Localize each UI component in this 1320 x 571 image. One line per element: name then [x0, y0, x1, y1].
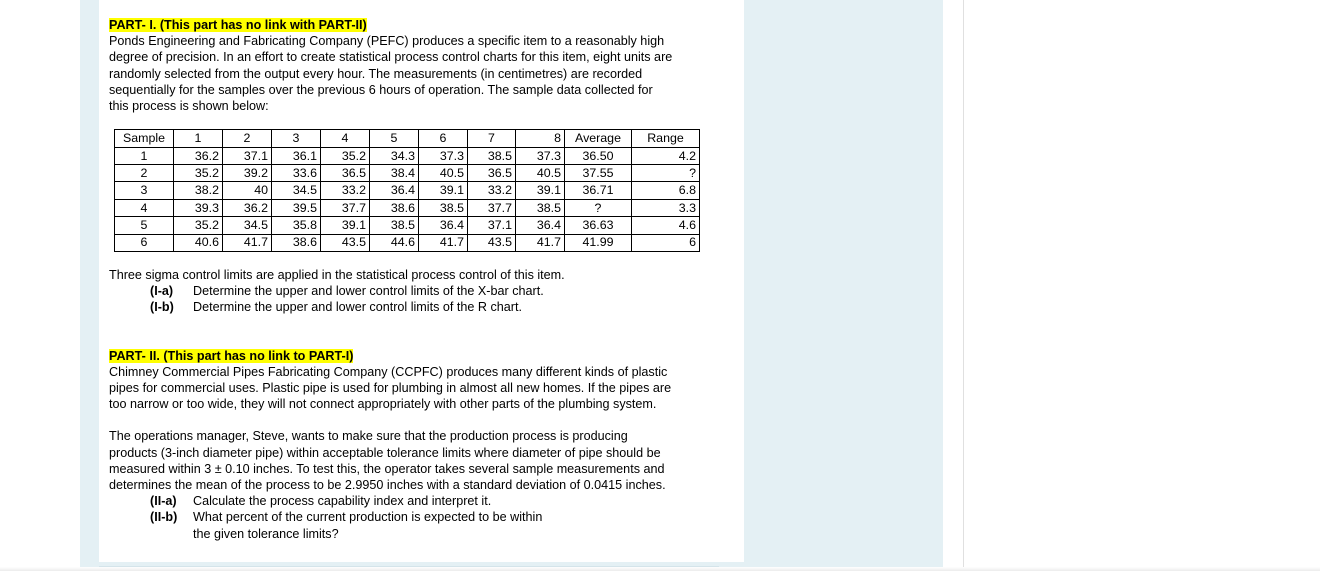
table-cell: 37.55	[565, 165, 632, 182]
document-content	[109, 17, 739, 542]
question-i-a	[109, 283, 739, 299]
question-label: (I-b)	[150, 300, 174, 315]
table-cell: 41.7	[223, 234, 272, 251]
table-cell: 33.2	[468, 182, 516, 199]
table-cell: 36.4	[516, 217, 565, 234]
table-cell: 35.8	[272, 217, 321, 234]
table-cell: 37.1	[223, 147, 272, 164]
part2-heading: PART- II. (This part has no link to PART-I)	[109, 348, 354, 363]
table-cell: 38.4	[370, 165, 419, 182]
part2-para2-line: determines the mean of the process to be 2.9950 inches with a standard deviation of 0.0415 inches.	[109, 477, 666, 492]
table-cell: 36.63	[565, 217, 632, 234]
question-label: (II-b)	[150, 510, 178, 525]
table-cell: 5	[115, 217, 174, 234]
pane-divider	[963, 0, 964, 571]
control-limits-statement: Three sigma control limits are applied in the statistical process control of this item.	[109, 267, 565, 282]
table-cell: 41.99	[565, 234, 632, 251]
table-cell: 36.4	[370, 182, 419, 199]
table-cell: 38.5	[419, 199, 468, 216]
table-cell: 39.1	[516, 182, 565, 199]
table-cell: 44.6	[370, 234, 419, 251]
table-cell: 40	[223, 182, 272, 199]
table-cell: 34.5	[272, 182, 321, 199]
table-header-cell: Range	[632, 130, 700, 147]
table-cell: 39.3	[174, 199, 223, 216]
table-cell: 39.2	[223, 165, 272, 182]
question-ii-b	[109, 509, 739, 541]
bottom-shadow	[0, 567, 1320, 571]
table-cell: 4.2	[632, 147, 700, 164]
table-header-cell: 1	[174, 130, 223, 147]
table-cell: 38.5	[370, 217, 419, 234]
table-cell: 36.2	[223, 199, 272, 216]
part2-para1-line: too narrow or too wide, they will not connect appropriately with other parts of the plumbing system.	[109, 397, 657, 412]
question-text	[193, 509, 542, 541]
table-cell: 40.5	[419, 165, 468, 182]
table-header-cell: 6	[419, 130, 468, 147]
question-text: Determine the upper and lower control limits of the R chart.	[193, 300, 522, 315]
question-i-b	[109, 299, 739, 315]
table-cell: 33.6	[272, 165, 321, 182]
table-header-cell: 2	[223, 130, 272, 147]
part1-heading: PART- I. (This part has no link with PART-II)	[109, 18, 367, 32]
question-label: (I-a)	[150, 284, 174, 299]
table-cell: 3	[115, 182, 174, 199]
table-cell: 36.50	[565, 147, 632, 164]
table-cell: 37.1	[468, 217, 516, 234]
part1-intro-line: Ponds Engineering and Fabricating Company (PEFC) produces a specific item to a reasonably high	[109, 34, 665, 49]
table-cell: 33.2	[321, 182, 370, 199]
table-cell: ?	[632, 165, 700, 182]
table-cell: 34.5	[223, 217, 272, 234]
part1-intro-line: sequentially for the samples over the previous 6 hours of operation. The sample data collected for	[109, 82, 653, 97]
table-cell: 36.1	[272, 147, 321, 164]
part1-intro-line: degree of precision. In an effort to create statistical process control charts for this item, eight units are	[109, 50, 673, 65]
table-cell: 41.7	[516, 234, 565, 251]
table-cell: 1	[115, 147, 174, 164]
table-cell: 38.5	[468, 147, 516, 164]
table-cell: 4.6	[632, 217, 700, 234]
question-ii-a	[109, 493, 739, 509]
table-cell: 36.71	[565, 182, 632, 199]
table-header-cell: Sample	[115, 130, 174, 147]
table-cell: 43.5	[321, 234, 370, 251]
part2-para1-line: pipes for commercial uses. Plastic pipe is used for plumbing in almost all new homes. If the pipes are	[109, 380, 672, 395]
question-text: Calculate the process capability index and interpret it.	[193, 494, 492, 509]
table-cell: ?	[565, 199, 632, 216]
table-row	[115, 199, 700, 216]
table-row	[115, 182, 700, 199]
table-cell: 36.4	[419, 217, 468, 234]
table-cell: 34.3	[370, 147, 419, 164]
table-cell: 36.5	[321, 165, 370, 182]
table-cell: 39.1	[419, 182, 468, 199]
table-cell: 4	[115, 199, 174, 216]
table-cell: 6	[632, 234, 700, 251]
question-text-line: What percent of the current production is expected to be within	[193, 510, 543, 525]
part1-intro-line: this process is shown below:	[109, 99, 269, 114]
question-label: (II-a)	[150, 494, 177, 509]
table-cell: 37.7	[468, 199, 516, 216]
left-gutter	[0, 0, 80, 571]
sample-data-table	[114, 129, 700, 252]
table-header-cell: 5	[370, 130, 419, 147]
table-row	[115, 165, 700, 182]
table-cell: 38.2	[174, 182, 223, 199]
table-header-cell: 4	[321, 130, 370, 147]
table-header-cell: 3	[272, 130, 321, 147]
part1-intro-line: randomly selected from the output every hour. The measurements (in centimetres) are recorded	[109, 66, 643, 81]
table-cell: 39.1	[321, 217, 370, 234]
table-cell: 3.3	[632, 199, 700, 216]
table-cell: 6.8	[632, 182, 700, 199]
table-cell: 37.3	[516, 147, 565, 164]
table-cell: 43.5	[468, 234, 516, 251]
table-cell: 40.6	[174, 234, 223, 251]
table-header-cell: 8	[516, 130, 565, 147]
table-cell: 35.2	[174, 165, 223, 182]
part2-para2-line: measured within 3 ± 0.10 inches. To test this, the operator takes several sample measurements and	[109, 461, 665, 476]
table-cell: 35.2	[321, 147, 370, 164]
table-cell: 37.7	[321, 199, 370, 216]
table-cell: 41.7	[419, 234, 468, 251]
table-cell: 35.2	[174, 217, 223, 234]
table-cell: 2	[115, 165, 174, 182]
table-header-row	[115, 130, 700, 147]
question-text: Determine the upper and lower control limits of the X-bar chart.	[193, 284, 544, 299]
table-row	[115, 147, 700, 164]
part2-para2-line: products (3-inch diameter pipe) within acceptable tolerance limits where diameter of pipe should be	[109, 445, 661, 460]
table-cell: 38.6	[272, 234, 321, 251]
table-header-cell: Average	[565, 130, 632, 147]
table-cell: 37.3	[419, 147, 468, 164]
table-cell: 38.5	[516, 199, 565, 216]
question-text-line: the given tolerance limits?	[193, 526, 339, 541]
part2-para1-line: Chimney Commercial Pipes Fabricating Company (CCPFC) produces many different kinds of plastic	[109, 364, 668, 379]
table-cell: 40.5	[516, 165, 565, 182]
table-cell: 6	[115, 234, 174, 251]
table-cell: 38.6	[370, 199, 419, 216]
table-row	[115, 234, 700, 251]
table-cell: 39.5	[272, 199, 321, 216]
table-cell: 36.2	[174, 147, 223, 164]
part2-para2-line: The operations manager, Steve, wants to make sure that the production process is producing	[109, 429, 628, 444]
table-header-cell: 7	[468, 130, 516, 147]
table-cell: 36.5	[468, 165, 516, 182]
table-row	[115, 217, 700, 234]
